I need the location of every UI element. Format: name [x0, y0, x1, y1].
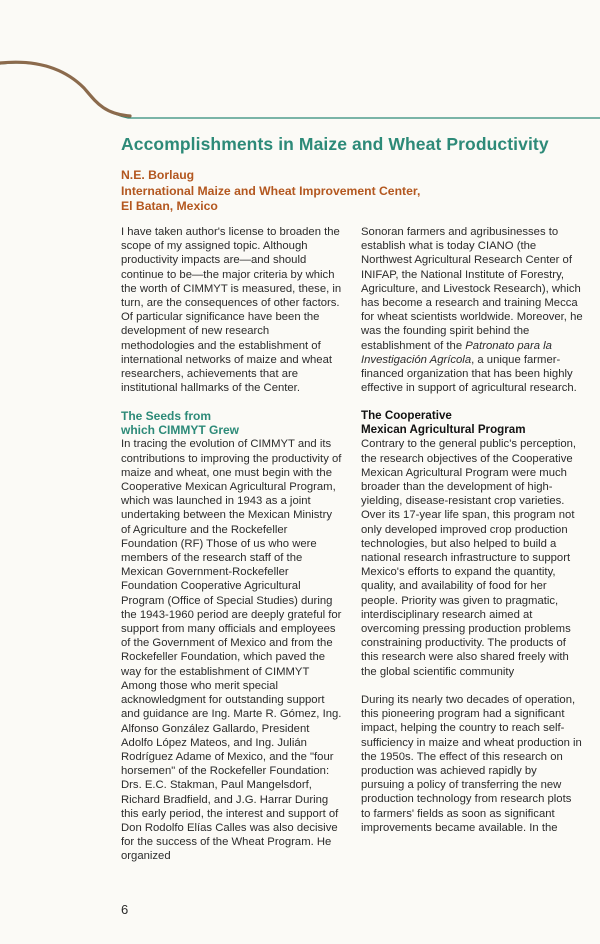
left-column: [121, 225, 343, 864]
right-column: [361, 225, 583, 835]
header-swoosh-decoration: [0, 50, 600, 130]
operation-paragraph: During its nearly two decades of operation, this pioneering program had a significant impact, helping the country to reach self-sufficiency in maize and wheat production in the 1950s. The effect of this research on production was achieved rapidly by pursuing a policy of transferring the new production technology from research plots to farmers' fields as soon as significant improvements became available. In the: [361, 693, 582, 834]
author-affiliation: International Maize and Wheat Improvement Center,: [121, 183, 421, 198]
patronato-name: Patronato para la Investigación Agrícola: [361, 339, 552, 366]
sonoran-text-end: , a unique farmer-financed organization that has been highly effective in support of agricultural research.: [361, 353, 577, 395]
author-location: El Batan, Mexico: [121, 199, 218, 213]
section-heading-seeds-line2: which CIMMYT Grew: [121, 423, 240, 438]
cooperative-paragraph: Contrary to the general public's perception, the research objectives of the Cooperative Mexican Agricultural Program were much broader than the development of high-yielding, disease-resistant crop varieties. Over its 17-year life span, this program not only developed improved crop production technologies, but also helped to build a national research infrastructure to support Mexico's efforts to expand the quantity, quality, and availability of food for her people. Priority was given to pragmatic, interdisciplinary research aimed at overcoming pressing production problems constraining productivity. The products of this research were also shared freely with the global scientific community: [361, 438, 577, 678]
section-heading-cooperative-line1: The Cooperative: [361, 409, 452, 423]
author-name: N.E. Borlaug: [121, 168, 195, 182]
section-heading-seeds-line1: The Seeds from: [121, 409, 212, 424]
page-number: 6: [121, 902, 129, 917]
section-heading-seeds: [121, 409, 343, 437]
seeds-paragraph: In tracing the evolution of CIMMYT and its contributions to improving the productivity of maize and wheat, one must begin with the Cooperative Mexican Agricultural Program, which was launched in 1943 as a joint undertaking between the Mexican Ministry of Agriculture and the Rockefeller Foundation (RF) Those of us who were members of the research staff of the Mexican Government-Rockefeller Foundation Cooperative Agricultural Program (Office of Special Studies) during the 1943-1960 period are deeply grateful for support from many officials and employees of the Government of Mexico and from the Rockefeller Foundation, which paved the way for the establishment of CIMMYT Among those who merit special acknowledgment for outstanding support and guidance are Ing. Marte R. Gómez, Ing. Alfonso González Gallardo, President Adolfo López Mateos, and Ing. Julián Rodríguez Adame of Mexico, and the "four horsemen" of the Rockefeller Foundation: Drs. E.C. Stakman, Paul Mangelsdorf, Richard Bradfield, and J.G. Harrar During this early period, the interest and support of Don Rodolfo Elías Calles was also decisive for the success of the Wheat Program. He organized: [121, 438, 342, 863]
article-title: Accomplishments in Maize and Wheat Productivity: [121, 134, 549, 154]
author-block: [121, 168, 591, 215]
sonoran-text-start: Sonoran farmers and agribusinesses to establish what is today CIANO (the Northwest Agricultural Research Center of INIFAP, the National Institute of Forestry, Agriculture, and Livestock Research), which has become a research and training Mecca for wheat scientists worldwide. Moreover, he was the founding spirit behind the establishment of the: [361, 226, 583, 352]
sonoran-paragraph: [361, 225, 583, 395]
section-heading-cooperative-line2: Mexican Agricultural Program: [361, 423, 526, 437]
intro-paragraph: I have taken author's license to broaden the scope of my assigned topic. Although productivity impacts are—and should continue to be—the major criteria by which the worth of CIMMYT is measured, these, in turn, are the consequences of other factors. Of particular significance have been the development of new research methodologies and the establishment of international networks of maize and wheat researchers, achievements that are institutional hallmarks of the Center.: [121, 226, 342, 395]
section-heading-cooperative: [361, 409, 583, 437]
